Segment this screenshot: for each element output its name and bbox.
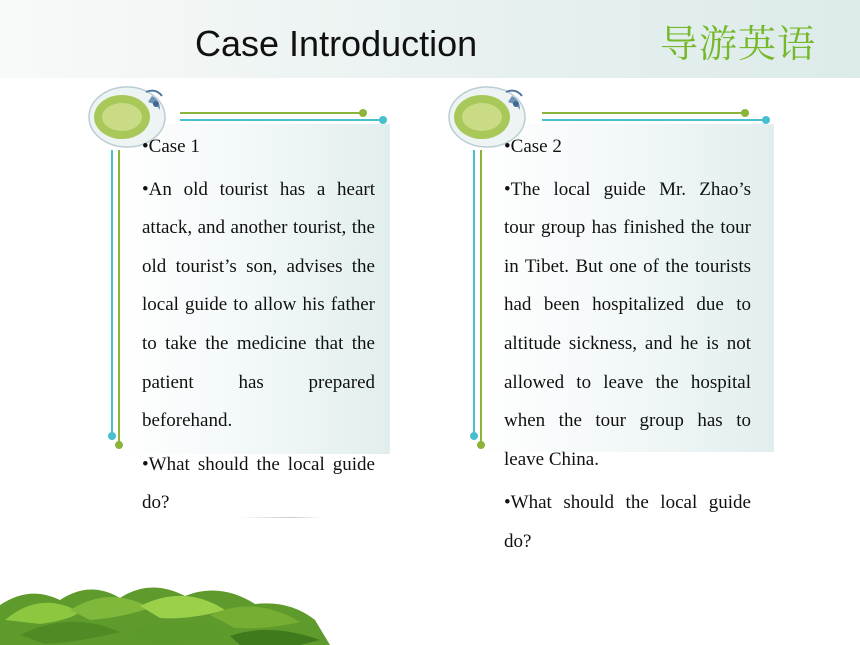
case-1-border-left-green [118,150,120,443]
case-1-border-top-green [180,112,363,114]
page-title: Case Introduction [195,23,478,64]
case-2-border-left-green [480,150,482,443]
case-2-description: •The local guide Mr. Zhao’s tour group has finished the tour in Tibet. But one of the tourists had been hospitalized due to altitude sickness, and he is not allowed to leave the hospital when the tour group has to leave China. [504,178,751,470]
case-2-question: •What should the local guide do? [504,492,751,552]
case-1-description: •An old tourist has a heart attack, and another tourist, the old tourist’s son, advises the local guide to allow his father to take the medicine that the patient has prepared beforehand. [142,178,375,432]
case-1-teal-dot-bottom [108,432,116,440]
case-1-heading: •Case 1 [142,136,200,157]
case-1-text [142,128,375,528]
case-2-border-top-teal [542,119,764,121]
case-2-text [504,128,751,567]
case-2-heading: •Case 2 [504,136,562,157]
brand-title: 导游英语 [660,22,817,66]
case-2-teal-dot-bottom [470,432,478,440]
case-1-question: •What should the local guide do? [142,453,375,514]
case-1-teal-dot-top [379,116,387,124]
case-2-teal-dot-top [762,116,770,124]
tea-leaves-image [0,560,330,645]
case-1-border-top-teal [180,119,382,121]
case-1-green-dot-top [359,109,367,117]
case-2-green-dot-top [741,109,749,117]
case-1-border-left-teal [111,150,113,435]
case-1-green-dot-bottom [115,441,123,449]
case-2-border-left-teal [473,150,475,435]
case-2-border-top-green [542,112,745,114]
case-2-green-dot-bottom [477,441,485,449]
